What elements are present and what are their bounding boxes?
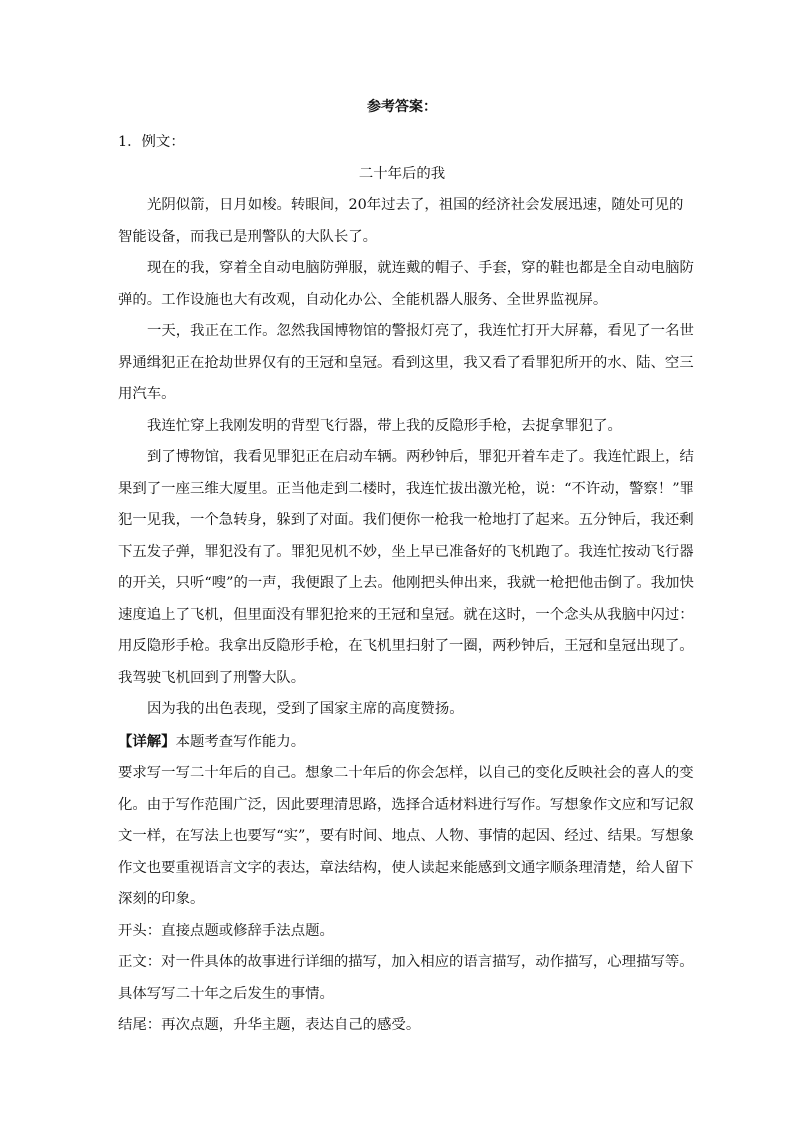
essay-line: 犯一见我，一个急转身，躲到了对面。我们便你一枪我一枪地打了起来。五分钟后，我还剩 [118, 512, 694, 528]
detail-section [118, 726, 694, 1042]
essay-line: 因为我的出色表现，受到了国家主席的高度赞扬。 [147, 701, 464, 717]
detail-tag: 【详解】 [118, 732, 176, 750]
essay-line: 果到了一座三维大厦里。正当他走到二楼时，我连忙拔出激光枪，说：“不许动，警察！”罪 [118, 480, 694, 497]
essay-paragraph-5 [118, 442, 694, 694]
detail-line-body: 正文：对一件具体的故事进行详细的描写，加入相应的语言描写，动作描写，心理描写等。 [118, 954, 694, 970]
answer-page [118, 96, 694, 1042]
detail-line: 深刻的印象。 [118, 891, 205, 907]
detail-line: 具体写写二十年之后发生的事情。 [118, 985, 334, 1002]
essay-paragraph-2 [118, 253, 694, 316]
essay-paragraph-3 [118, 316, 694, 411]
essay-line: 用反隐形手枪。我拿出反隐形手枪，在飞机里扫射了一圈，两秒钟后，王冠和皇冠出现了。 [118, 638, 694, 654]
detail-line-ending: 结尾：再次点题，升华主题，表达自己的感受。 [118, 1017, 421, 1033]
detail-line: 文一样，在写法上也要写“实”，要有时间、地点、人物、事情的起因、经过、结果。写想象 [118, 828, 694, 844]
page-heading: 参考答案： [367, 99, 437, 115]
essay-line: 用汽车。 [118, 386, 176, 402]
essay-paragraph-6 [118, 694, 686, 726]
question-label: 1．例文： [118, 134, 185, 150]
essay-line: 我驾驶飞机回到了刑警大队。 [118, 669, 306, 686]
essay-line: 的开关，只听“嗖”的一声，我便跟了上去。他刚把头伸出来，我就一枪把他击倒了。我加快 [118, 575, 694, 591]
essay-line: 我连忙穿上我刚发明的背型飞行器，带上我的反隐形手枪，去捉拿罪犯了。 [147, 417, 622, 434]
detail-line-opening: 开头：直接点题或修辞手法点题。 [118, 922, 334, 939]
essay-line: 下五发子弹，罪犯没有了。罪犯见机不妙，坐上早已准备好的飞机跑了。我连忙按动飞行器 [118, 543, 694, 560]
essay-line: 光阴似箭，日月如梭。转眼间，20年过去了，祖国的经济社会发展迅速，随处可见的 [147, 197, 684, 213]
essay-line: 弹的。工作设施也大有改观，自动化办公、全能机器人服务、全世界监视屏。 [118, 291, 608, 308]
essay-line: 现在的我，穿着全自动电脑防弹服，就连戴的帽子、手套，穿的鞋也都是全自动电脑防 [147, 260, 694, 276]
essay-title: 二十年后的我 [358, 165, 446, 182]
essay-line: 速度追上了飞机，但里面没有罪犯抢来的王冠和皇冠。就在这时，一个念头从我脑中闪过： [118, 606, 694, 623]
detail-line: 要求写一写二十年后的自己。想象二十年后的你会怎样，以自己的变化反映社会的喜人的变 [118, 765, 694, 781]
detail-heading-line [118, 726, 686, 759]
essay-line: 智能设备，而我已是刑警队的大队长了。 [118, 228, 378, 245]
essay-line: 一天，我正在工作。忽然我国博物馆的警报灯亮了，我连忙打开大屏幕，看见了一名世 [147, 323, 694, 339]
essay-line: 界通缉犯正在抢劫世界仅有的王冠和皇冠。看到这里，我又看了看罪犯所开的水、陆、空三 [118, 354, 694, 371]
detail-line: 作文也要重视语言文字的表达，章法结构，使人读起来能感到文通字顺条理清楚，给人留下 [118, 859, 694, 876]
detail-intro: 本题考查写作能力。 [175, 733, 306, 750]
essay-paragraph-4 [118, 411, 686, 443]
essay-line: 到了博物馆，我看见罪犯正在启动车辆。两秒钟后，罪犯开着车走了。我连忙跟上，结 [147, 449, 694, 465]
essay-paragraph-1 [118, 190, 686, 253]
detail-line: 化。由于写作范围广泛，因此要理清思路，选择合适材料进行写作。写想象作文应和写记叙 [118, 796, 694, 813]
